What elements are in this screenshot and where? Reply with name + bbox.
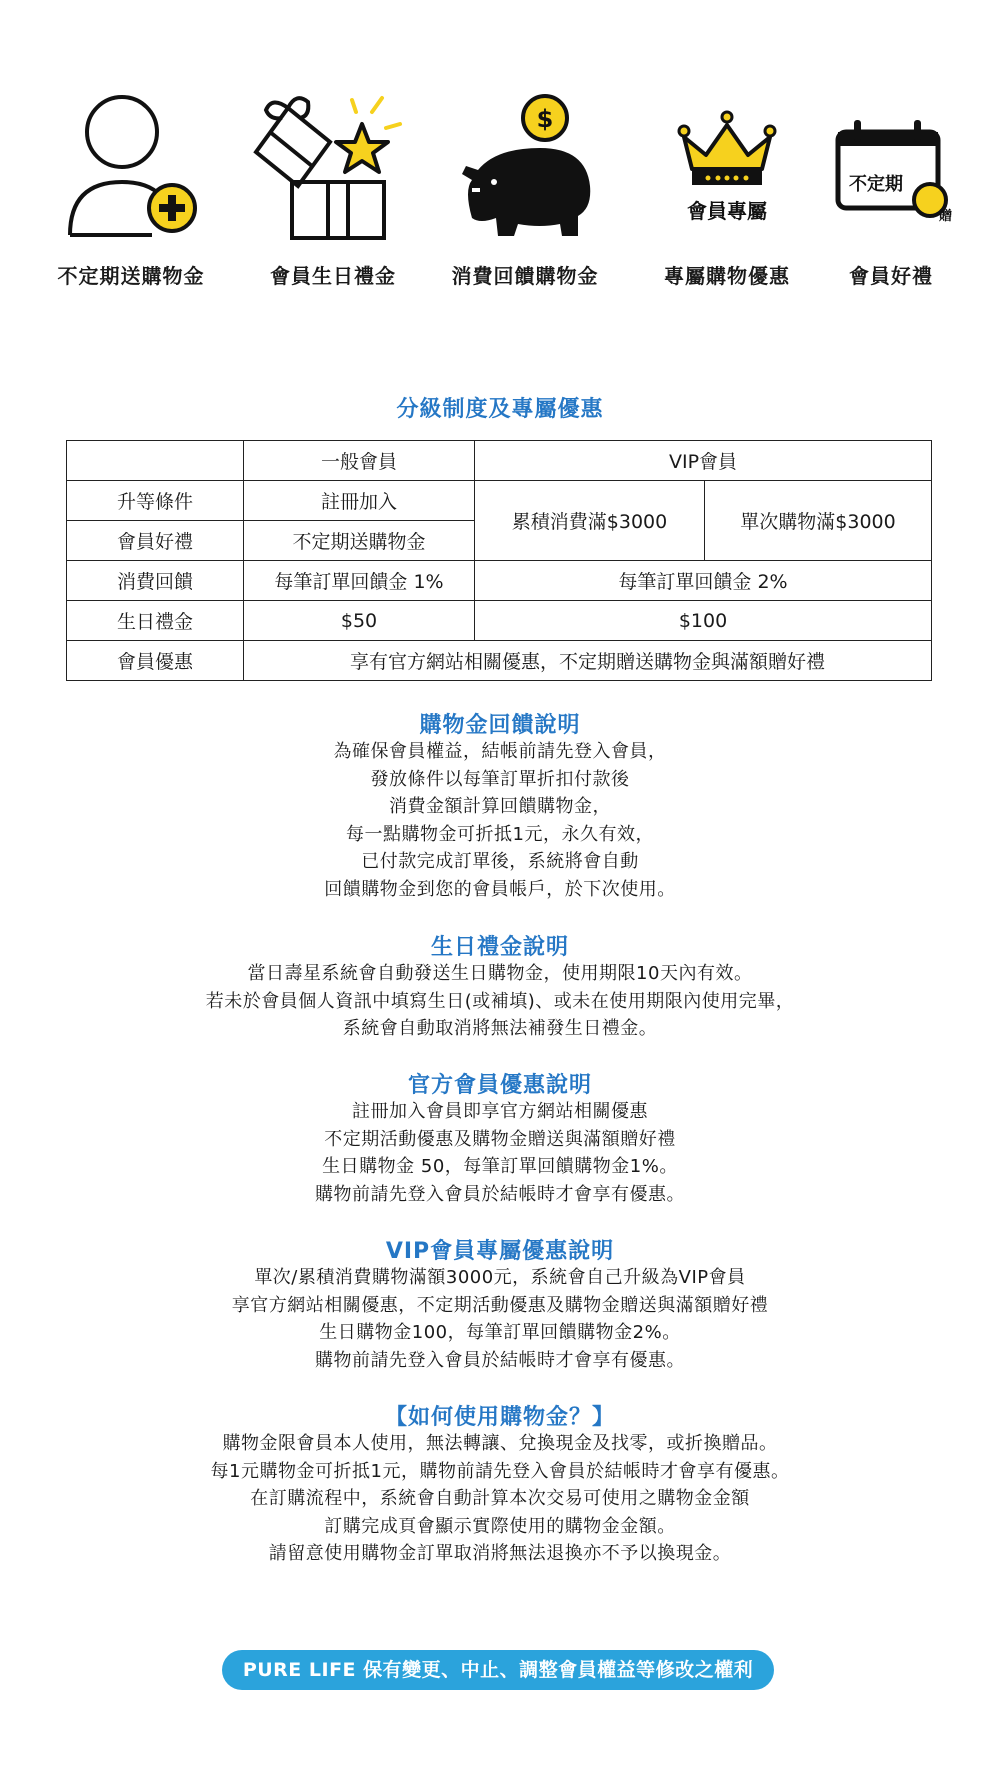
table-header-vip: VIP會員 <box>475 441 932 481</box>
crown-caption: 會員專屬 <box>687 198 767 223</box>
body-line: 若未於會員個人資訊中填寫生日(或補填)、或未在使用期限內使用完畢， <box>205 990 795 1012</box>
row-label: 消費回饋 <box>67 561 244 601</box>
table-cell <box>67 441 244 481</box>
body-line: 已付款完成訂單後，系統將會自動 <box>361 851 639 872</box>
section-title: 生日禮金說明 <box>430 935 569 960</box>
table-cell: 單次購物滿$3000 <box>705 481 932 561</box>
section-body <box>0 1430 1000 1568</box>
section-body <box>0 1264 1000 1374</box>
body-line: 為確保會員權益，結帳前請先登入會員， <box>333 741 667 762</box>
piggy-bank-icon <box>450 90 600 240</box>
table-row <box>67 641 932 681</box>
rights-notice-banner: PURE LIFE 保有變更、中止、調整會員權益等修改之權利 <box>222 1650 774 1690</box>
benefit-label: 不定期送購物金 <box>57 264 205 288</box>
body-line: 購物前請先登入會員於結帳時才會享有優惠。 <box>315 1183 685 1205</box>
table-cell: 每筆訂單回饋金 2% <box>475 561 932 601</box>
body-line: 發放條件以每筆訂單折扣付款後 <box>370 768 630 790</box>
row-label: 會員優惠 <box>67 641 244 681</box>
row-label: 升等條件 <box>67 481 244 521</box>
benefit-icons-row <box>0 90 1000 290</box>
crown-icon <box>672 107 782 189</box>
body-line: 請留意使用購物金訂單取消將無法退換亦不予以換現金。 <box>268 1543 732 1564</box>
section-body <box>0 960 1000 1043</box>
tier-section-title: 分級制度及專屬優惠 <box>396 397 604 422</box>
benefit-item <box>238 90 428 289</box>
table-row <box>67 601 932 641</box>
table-row <box>67 481 932 521</box>
body-line: 生日購物金 50，每筆訂單回饋購物金1%。 <box>322 1156 678 1177</box>
table-cell: $100 <box>475 601 932 641</box>
gift-box-icon <box>248 90 418 240</box>
body-line: 不定期活動優惠及購物金贈送與滿額贈好禮 <box>324 1128 676 1150</box>
section-title: 【如何使用購物金？】 <box>384 1405 615 1430</box>
body-line: 生日購物金100，每筆訂單回饋購物金2%。 <box>319 1322 681 1343</box>
gift-badge: 贈 <box>939 209 953 224</box>
calendar-gift-icon <box>826 90 956 240</box>
body-line: 單次/累積消費購物滿額3000元，系統會自己升級為VIP會員 <box>254 1267 746 1288</box>
body-line: 系統會自動取消將無法補發生日禮金。 <box>342 1018 658 1039</box>
benefit-label: 專屬購物優惠 <box>664 264 790 288</box>
section-body <box>0 1098 1000 1208</box>
row-label: 生日禮金 <box>67 601 244 641</box>
benefit-label: 會員好禮 <box>849 264 933 288</box>
table-cell: $50 <box>244 601 475 641</box>
body-line: 享官方網站相關優惠，不定期活動優惠及購物金贈送與滿額贈好禮 <box>231 1294 769 1316</box>
body-line: 訂購完成頁會顯示實際使用的購物金金額。 <box>324 1515 676 1537</box>
section-title: VIP會員專屬優惠說明 <box>385 1239 615 1264</box>
section-body <box>0 738 1000 903</box>
table-cell: 每筆訂單回饋金 1% <box>244 561 475 601</box>
body-line: 每1元購物金可折抵1元，購物前請先登入會員於結帳時才會享有優惠。 <box>210 1460 790 1482</box>
benefit-label: 會員生日禮金 <box>270 264 396 288</box>
body-line: 購物金限會員本人使用，無法轉讓、兌換現金及找零，或折換贈品。 <box>222 1433 778 1454</box>
user-plus-icon <box>56 90 206 240</box>
row-label: 會員好禮 <box>67 521 244 561</box>
table-cell: 享有官方網站相關優惠，不定期贈送購物金與滿額贈好禮 <box>244 641 932 681</box>
svg-text:$: $ <box>536 105 554 133</box>
body-line: 每一點購物金可折抵1元，永久有效， <box>346 823 654 845</box>
table-cell: 不定期送購物金 <box>244 521 475 561</box>
benefit-label: 消費回饋購物金 <box>451 264 599 288</box>
body-line: 註冊加入會員即享官方網站相關優惠 <box>352 1101 648 1122</box>
table-row <box>67 441 932 481</box>
body-line: 消費金額計算回饋購物金， <box>389 796 611 817</box>
table-cell: 累積消費滿$3000 <box>475 481 705 561</box>
benefit-item <box>430 90 620 289</box>
body-line: 在訂購流程中，系統會自動計算本次交易可使用之購物金金額 <box>250 1488 750 1509</box>
benefit-item <box>632 90 822 289</box>
section-title: 購物金回饋說明 <box>419 713 581 738</box>
table-header-general: 一般會員 <box>244 441 475 481</box>
body-line: 購物前請先登入會員於結帳時才會享有優惠。 <box>315 1349 685 1371</box>
section-title: 官方會員優惠說明 <box>407 1073 592 1098</box>
table-cell: 註冊加入 <box>244 481 475 521</box>
benefit-item <box>796 90 986 289</box>
calendar-caption: 不定期 <box>849 174 903 195</box>
tier-table <box>66 440 932 681</box>
body-line: 回饋購物金到您的會員帳戶，於下次使用。 <box>324 878 676 900</box>
body-line: 當日壽星系統會自動發送生日購物金，使用期限10天內有效。 <box>247 963 753 984</box>
table-row <box>67 561 932 601</box>
benefit-item <box>36 90 226 289</box>
